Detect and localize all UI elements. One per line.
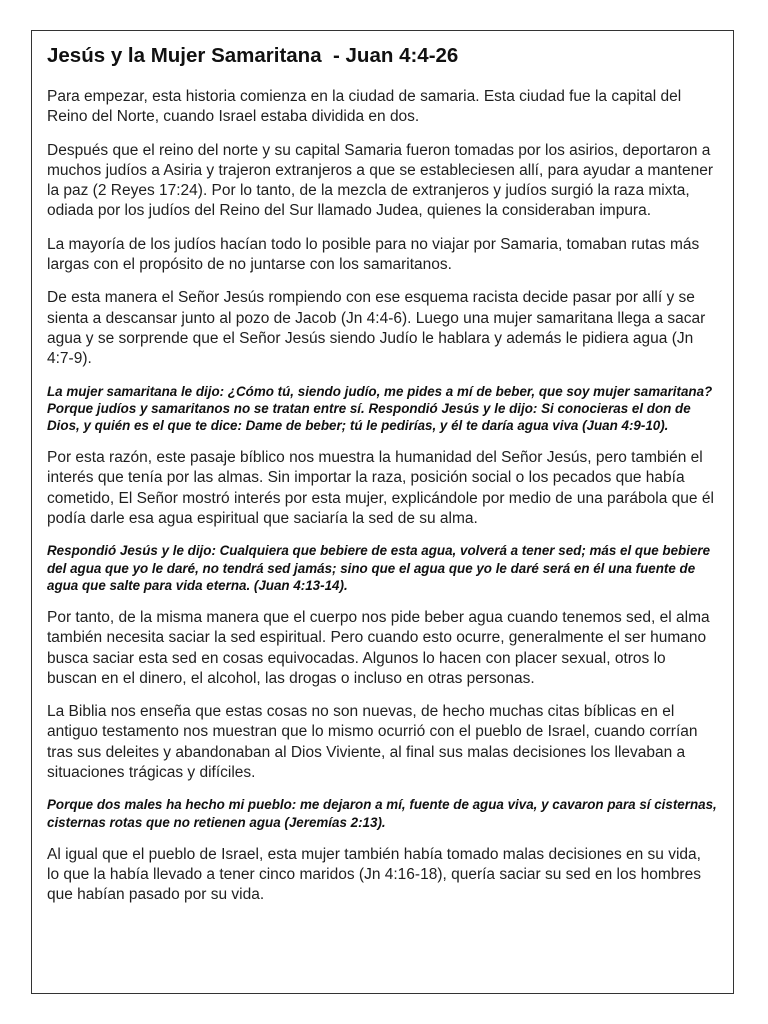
paragraph-humanity: Por esta razón, este pasaje bíblico nos muestra la humanidad del Señor Jesús, pero también el interés que tenía por las almas. Sin importar la raza, posición social o los pecados que había cometido, El Señor mostró interés por esta mujer, explicándole por medio de una parábola que él podía darle esa agua espiritual que saciaría la sed de su alma. [47, 449, 714, 528]
paragraph-intro: Para empezar, esta historia comienza en la ciudad de samaria. Esta ciudad fue la capital del Reino del Norte, cuando Israel estaba dividida en dos. [47, 88, 682, 126]
document-page [31, 30, 734, 994]
paragraph-old-testament: La Biblia nos enseña que estas cosas no son nuevas, de hecho muchas citas bíblicas en el antiguo testamento nos muestran que lo mismo ocurrió con el pueblo de Israel, cuando corrían tras sus deleites y abandonaban al Dios Viviente, al final sus malas decisiones los llevaban a situaciones trágicas y difíciles. [47, 703, 698, 782]
paragraph-travel-routes: La mayoría de los judíos hacían todo lo posible para no viajar por Samaria, tomaban rutas más largas con el propósito de no juntarse con los samaritanos. [47, 235, 700, 274]
paragraph-five-husbands: Al igual que el pueblo de Israel, esta mujer también había tomado malas decisiones en su vida, lo que la había llevado a tener cinco maridos (Jn 4:16-18), quería saciar su sed en los hombres que habían pasado por su vida. [47, 845, 701, 904]
document-title: Jesús y la Mujer Samaritana - Juan 4:4-26 [47, 44, 459, 67]
paragraph-jacob-well: De esta manera el Señor Jesús rompiendo con ese esquema racista decide pasar por allí y se sienta a descansar junto al pozo de Jacob (Jn 4:4-6). Luego una mujer samaritana llega a sacar agua y se sorprende que el Señor Jesús siendo Judío le hablara y además le pidiera agua (Jn 4:7-9). [47, 289, 706, 368]
bible-quote-john-4-9: La mujer samaritana le dijo: ¿Cómo tú, siendo judío, me pides a mí de beber, que soy mujer samaritana? Porque judíos y samaritanos no se tratan entre sí. Respondió Jesús y le dijo: Si conocieras el don de Dios, y quién es el que te dice: Dame de beber; tú le pedirías, y él te daría agua viva (Juan 4:9-10). [47, 383, 713, 433]
bible-quote-john-4-13: Respondió Jesús y le dijo: Cualquiera que bebiere de esta agua, volverá a tener sed; más el que bebiere del agua que yo le daré, no tendrá sed jamás; sino que el agua que yo le daré será en él una fuente de agua que salte para vida eterna. (Juan 4:13-14). [47, 543, 711, 593]
paragraph-assyria: Después que el reino del norte y su capital Samaria fueron tomadas por los asirios, deportaron a muchos judíos a Asiria y trajeron extranjeros a que se estableciesen allí, para ayudar a mantener la paz (2 Reyes 17:24). Por lo tanto, de la mezcla de extranjeros y judíos surgió la raza mixta, odiada por los judíos del Reino del Sur llamado Judea, quienes la consideraban impura. [47, 141, 714, 220]
bible-quote-jeremiah-2-13: Porque dos males ha hecho mi pueblo: me dejaron a mí, fuente de agua viva, y cavaron para sí cisternas, cisternas rotas que no retienen agua (Jeremías 2:13). [47, 797, 717, 830]
paragraph-spiritual-thirst: Por tanto, de la misma manera que el cuerpo nos pide beber agua cuando tenemos sed, el alma también necesita saciar la sed espiritual. Pero cuando esto ocurre, generalmente el ser humano busca saciar esta sed en cosas equivocadas. Algunos lo hacen con placer sexual, otros lo buscan en el dinero, el alcohol, las drogas o incluso en otras personas. [47, 608, 710, 687]
